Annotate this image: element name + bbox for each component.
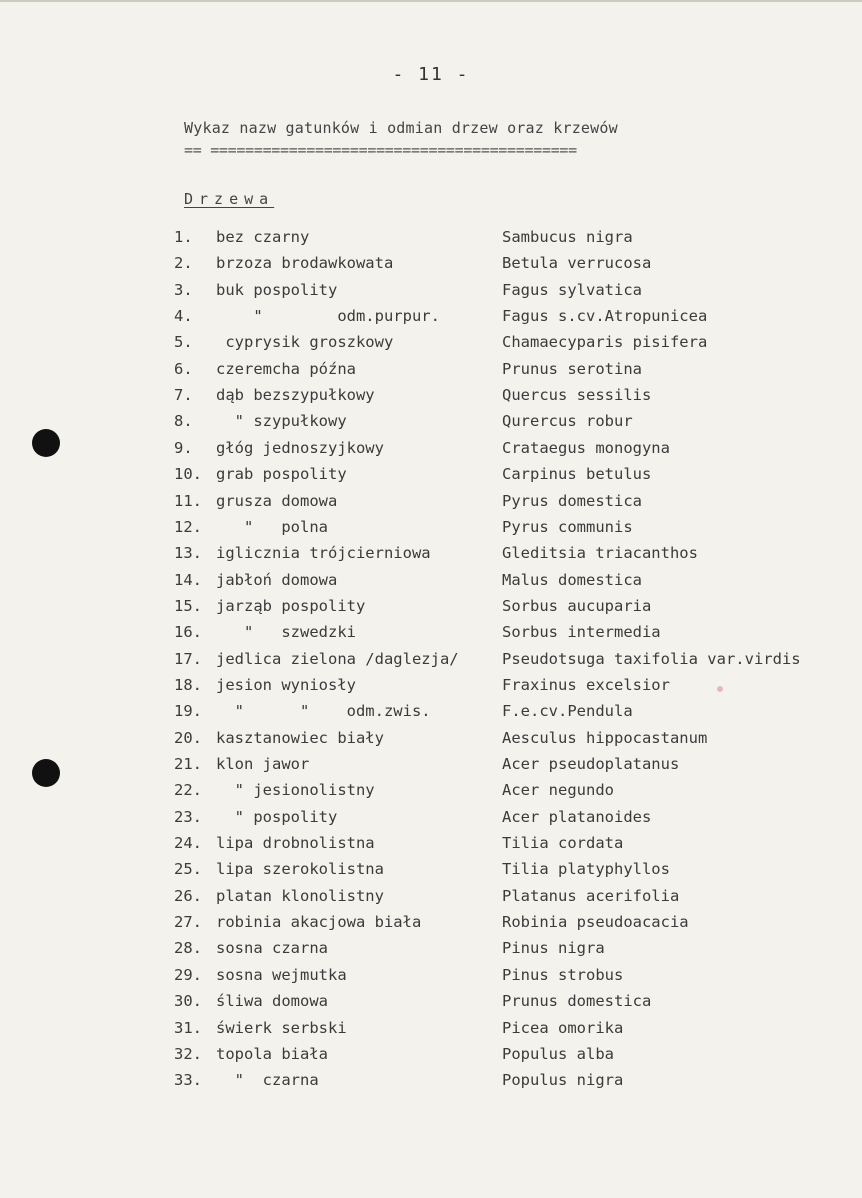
title-underline: == ========================================== <box>184 141 577 159</box>
item-number: 23. <box>174 807 202 826</box>
punch-hole <box>32 429 60 457</box>
list-item <box>0 488 862 514</box>
latin-name: Sambucus nigra <box>502 228 633 246</box>
polish-name: " czarna <box>216 1071 319 1090</box>
item-number: 4. <box>174 307 193 326</box>
item-number: 6. <box>174 359 193 378</box>
item-number: 5. <box>174 333 193 352</box>
polish-name: dąb bezszypułkowy <box>216 386 375 405</box>
item-number: 32. <box>174 1044 202 1063</box>
item-number: 2. <box>174 254 193 273</box>
polish-name: grusza domowa <box>216 491 338 510</box>
page-top-edge <box>0 0 862 2</box>
item-number: 14. <box>174 570 202 589</box>
punch-hole <box>32 759 60 787</box>
list-item <box>0 461 862 487</box>
polish-name: brzoza brodawkowata <box>216 254 394 273</box>
list-item <box>0 909 862 935</box>
item-number: 12. <box>174 517 202 536</box>
list-item <box>0 856 862 882</box>
latin-name: Platanus acerifolia <box>502 886 680 905</box>
list-item <box>0 672 862 698</box>
item-number: 33. <box>174 1071 202 1090</box>
latin-name: Pinus nigra <box>502 939 605 958</box>
latin-name: F.e.cv.Pendula <box>502 702 633 721</box>
item-number: 13. <box>174 544 202 563</box>
latin-name: Malus domestica <box>502 570 642 589</box>
latin-name: Aesculus hippocastanum <box>502 728 708 747</box>
polish-name: iglicznia trójcierniowa <box>216 544 431 563</box>
document-title: Wykaz nazw gatunków i odmian drzew oraz krzewów <box>184 119 618 137</box>
latin-name: Tilia platyphyllos <box>502 860 670 879</box>
item-number: 8. <box>174 412 193 431</box>
polish-name: cyprysik groszkowy <box>216 333 394 352</box>
item-number: 30. <box>174 992 202 1011</box>
latin-name: Fagus sylvatica <box>502 280 642 299</box>
polish-name: lipa drobnolistna <box>216 834 375 853</box>
list-item <box>0 435 862 461</box>
latin-name: Prunus serotina <box>502 359 642 378</box>
latin-name: Chamaecyparis pisifera <box>502 333 708 352</box>
list-item <box>0 303 862 329</box>
page-number: - 11 - <box>392 64 470 85</box>
list-item <box>0 830 862 856</box>
list-item <box>0 540 862 566</box>
polish-name: " odm.purpur. <box>216 307 440 326</box>
list-item <box>0 1067 862 1093</box>
list-item <box>0 619 862 645</box>
item-number: 24. <box>174 834 202 853</box>
list-item <box>0 567 862 593</box>
latin-name: Pseudotsuga taxifolia var.virdis <box>502 649 801 668</box>
item-number: 17. <box>174 649 202 668</box>
latin-name: Pyrus communis <box>502 517 633 536</box>
list-item <box>0 646 862 672</box>
polish-name: jedlica zielona /daglezja/ <box>216 649 459 668</box>
list-item <box>0 593 862 619</box>
item-number: 28. <box>174 939 202 958</box>
polish-name: " " odm.zwis. <box>216 702 431 721</box>
latin-name: Acer negundo <box>502 781 614 800</box>
item-number: 1. <box>174 228 193 246</box>
item-number: 25. <box>174 860 202 879</box>
latin-name: Acer platanoides <box>502 807 652 826</box>
polish-name: " pospolity <box>216 807 338 826</box>
item-number: 18. <box>174 675 202 694</box>
latin-name: Tilia cordata <box>502 834 624 853</box>
list-item <box>0 382 862 408</box>
latin-name: Sorbus intermedia <box>502 623 661 642</box>
list-item <box>0 514 862 540</box>
list-item <box>0 277 862 303</box>
polish-name: sosna czarna <box>216 939 328 958</box>
item-number: 26. <box>174 886 202 905</box>
list-item <box>0 250 862 276</box>
list-item <box>0 883 862 909</box>
latin-name: Pyrus domestica <box>502 491 642 510</box>
latin-name: Qurercus robur <box>502 412 633 431</box>
latin-name: Fraxinus excelsior <box>502 675 670 694</box>
item-number: 11. <box>174 491 202 510</box>
item-number: 22. <box>174 781 202 800</box>
list-item <box>0 356 862 382</box>
polish-name: klon jawor <box>216 755 310 773</box>
polish-name: " polna <box>216 517 328 536</box>
list-item <box>0 224 862 250</box>
polish-name: robinia akacjowa biała <box>216 913 422 932</box>
list-item <box>0 1015 862 1041</box>
latin-name: Prunus domestica <box>502 992 652 1011</box>
item-number: 19. <box>174 702 202 721</box>
item-number: 3. <box>174 280 193 299</box>
item-number: 16. <box>174 623 202 642</box>
item-number: 29. <box>174 965 202 984</box>
polish-name: czeremcha późna <box>216 359 356 378</box>
section-heading: Drzewa <box>184 190 275 208</box>
item-number: 9. <box>174 438 193 457</box>
polish-name: " szypułkowy <box>216 412 347 431</box>
list-item <box>0 988 862 1014</box>
latin-name: Carpinus betulus <box>502 465 652 484</box>
polish-name: głóg jednoszyjkowy <box>216 438 384 457</box>
polish-name: jesion wyniosły <box>216 675 356 694</box>
item-number: 21. <box>174 755 202 773</box>
polish-name: jabłoń domowa <box>216 570 338 589</box>
item-number: 10. <box>174 465 202 484</box>
item-number: 20. <box>174 728 202 747</box>
item-number: 27. <box>174 913 202 932</box>
list-item <box>0 935 862 961</box>
latin-name: Populus nigra <box>502 1071 624 1090</box>
list-item <box>0 329 862 355</box>
polish-name: jarząb pospolity <box>216 596 366 615</box>
list-item <box>0 1041 862 1067</box>
list-item <box>0 725 862 751</box>
latin-name: Fagus s.cv.Atropunicea <box>502 307 708 326</box>
latin-name: Betula verrucosa <box>502 254 652 273</box>
list-item <box>0 804 862 830</box>
polish-name: grab pospolity <box>216 465 347 484</box>
latin-name: Populus alba <box>502 1044 614 1063</box>
list-item <box>0 962 862 988</box>
latin-name: Robinia pseudoacacia <box>502 913 689 932</box>
polish-name: " jesionolistny <box>216 781 375 800</box>
list-item <box>0 751 862 777</box>
latin-name: Quercus sessilis <box>502 386 652 405</box>
polish-name: kasztanowiec biały <box>216 728 384 747</box>
polish-name: " szwedzki <box>216 623 356 642</box>
polish-name: świerk serbski <box>216 1018 347 1037</box>
latin-name: Pinus strobus <box>502 965 624 984</box>
polish-name: topola biała <box>216 1044 328 1063</box>
list-item <box>0 698 862 724</box>
latin-name: Picea omorika <box>502 1018 624 1037</box>
item-number: 31. <box>174 1018 202 1037</box>
polish-name: platan klonolistny <box>216 886 384 905</box>
polish-name: sosna wejmutka <box>216 965 347 984</box>
latin-name: Acer pseudoplatanus <box>502 755 680 773</box>
polish-name: bez czarny <box>216 228 310 246</box>
list-item <box>0 408 862 434</box>
item-number: 15. <box>174 596 202 615</box>
ink-spot <box>717 686 723 692</box>
list-item <box>0 777 862 803</box>
polish-name: śliwa domowa <box>216 992 328 1011</box>
latin-name: Crataegus monogyna <box>502 438 670 457</box>
polish-name: lipa szerokolistna <box>216 860 384 879</box>
latin-name: Sorbus aucuparia <box>502 596 652 615</box>
item-number: 7. <box>174 386 193 405</box>
latin-name: Gleditsia triacanthos <box>502 544 698 563</box>
polish-name: buk pospolity <box>216 280 338 299</box>
